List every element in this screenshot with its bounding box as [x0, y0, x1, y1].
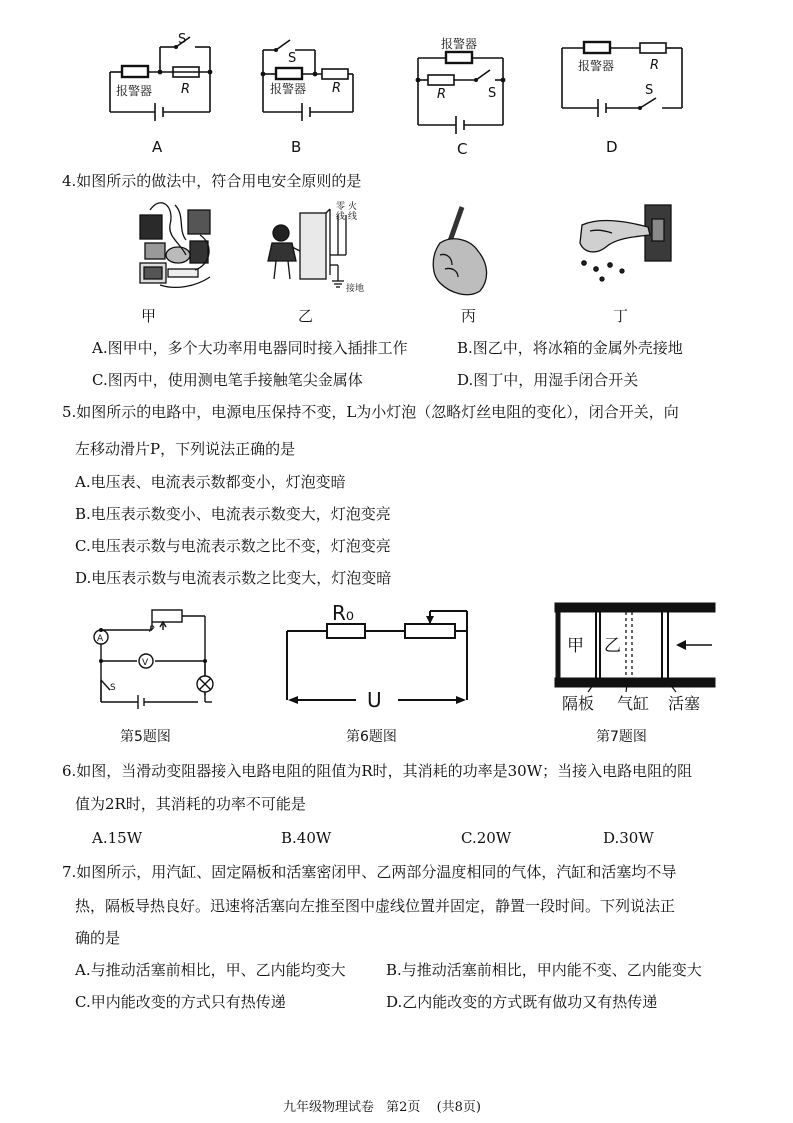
fridge-fire-line-label: 火 — [348, 202, 358, 212]
resistor-label-c: R — [437, 87, 447, 102]
switch-label-c: S — [488, 86, 497, 101]
switch-label-b: S — [288, 51, 297, 66]
q4-stem: 4.如图所示的做法中，符合用电安全原则的是 — [62, 172, 362, 190]
fridge-ground-label: 接地 — [346, 284, 365, 294]
q6-stem-line1: 6.如图，当滑动变阻器接入电路电阻的阻值为R时，其消耗的功率是30W；当接入电路电阻的阻 — [62, 762, 693, 780]
option-letter-b: B — [291, 138, 302, 156]
wet-hand-switch-picture — [580, 205, 671, 281]
partition-label: 隔板 — [562, 694, 595, 713]
switch-label-d: S — [645, 83, 654, 98]
alarm-label-d: 报警器 — [578, 59, 615, 73]
q7-option-c: C.甲内能改变的方式只有热传递 — [75, 993, 286, 1011]
fig7-caption: 第7题图 — [596, 729, 647, 745]
footer-page-number: 第2页 — [386, 1100, 421, 1115]
q5-q7-figures — [0, 600, 793, 750]
ammeter-label: A — [97, 634, 104, 644]
voltmeter-label: V — [142, 658, 149, 668]
piston-label: 活塞 — [668, 694, 701, 713]
footer-total-pages: (共8页) — [436, 1100, 481, 1115]
fridge-zero-line-label: 零 — [336, 202, 346, 212]
q5-option-c: C.电压表示数与电流表示数之比不变，灯泡变亮 — [75, 537, 391, 555]
q5-option-a: A.电压表、电流表示数都变小，灯泡变暗 — [75, 473, 346, 491]
q6-stem-line2: 值为2R时，其消耗的功率不可能是 — [75, 795, 306, 813]
q6-option-a: A.15W — [92, 829, 143, 847]
fig5-caption: 第5题图 — [120, 729, 171, 745]
q7-option-a: A.与推动活塞前相比，甲、乙内能均变大 — [75, 961, 346, 979]
switch-label: S — [110, 683, 116, 693]
q5-circuit-figure — [101, 610, 212, 709]
option-letter-a: A — [152, 138, 163, 156]
alarm-label-b: 报警器 — [270, 82, 307, 96]
page-footer — [283, 1096, 481, 1115]
q5-option-d: D.电压表示数与电流表示数之比变大，灯泡变暗 — [75, 569, 392, 587]
test-pen-hand-picture — [433, 207, 486, 295]
fig-label-yi: 乙 — [298, 307, 314, 325]
q5-option-b: B.电压表示数变小、电流表示数变大，灯泡变亮 — [75, 505, 391, 523]
q4-option-b: B.图乙中，将冰箱的金属外壳接地 — [457, 339, 683, 357]
circuit-d — [562, 42, 682, 117]
fridge-line-label: 线 — [336, 212, 346, 222]
alarm-label-c: 报警器 — [441, 37, 478, 51]
fridge-grounded-picture — [268, 209, 346, 287]
q7-stem-line1: 7.如图所示，用汽缸、固定隔板和活塞密闭甲、乙两部分温度相同的气体，汽缸和活塞均不导 — [62, 863, 677, 881]
q4-figures — [0, 195, 793, 330]
circuit-a — [110, 37, 210, 121]
alarm-label-a: 报警器 — [116, 84, 153, 98]
q7-stem-line2: 热，隔板导热良好。迅速将活塞向左推至图中虚线位置并固定，静置一段时间。下列说法正 — [75, 897, 676, 915]
q6-option-d: D.30W — [603, 829, 654, 847]
option-letter-c: C — [457, 140, 468, 158]
option-letter-d: D — [606, 138, 618, 156]
slider-label: P — [149, 625, 155, 635]
resistor-label-b: R — [332, 81, 342, 96]
fig6-caption: 第6题图 — [346, 729, 397, 745]
switch-label-a: S — [178, 32, 187, 47]
q4-option-a: A.图甲中，多个大功率用电器同时接入插排工作 — [92, 339, 408, 357]
q5-stem-line1: 5.如图所示的电路中，电源电压保持不变，L为小灯泡（忽略灯丝电阻的变化），闭合开关，向 — [62, 403, 679, 421]
voltage-u-label: U — [367, 688, 382, 712]
q5-stem-line2: 左移动滑片P，下列说法正确的是 — [75, 440, 296, 458]
fig-label-ding: 丁 — [613, 307, 629, 325]
q7-stem-line3: 确的是 — [75, 929, 121, 947]
resistor-label-d: R — [650, 58, 660, 73]
q6-circuit-figure — [287, 611, 467, 700]
resistor-label-a: R — [181, 82, 191, 97]
q6-option-b: B.40W — [281, 829, 332, 847]
q4-option-c: C.图丙中，使用测电笔手接触笔尖金属体 — [92, 371, 363, 389]
fig-label-jia: 甲 — [141, 307, 157, 325]
q7-option-b: B.与推动活塞前相比，甲内能不变、乙内能变大 — [386, 961, 702, 979]
gas-jia-label: 甲 — [567, 636, 584, 656]
footer-title: 九年级物理试卷 — [283, 1100, 375, 1115]
fridge-line-label-2: 线 — [348, 212, 358, 222]
power-strip-overload-picture — [140, 203, 210, 288]
gas-yi-label: 乙 — [604, 636, 621, 656]
q7-option-d: D.乙内能改变的方式既有做功又有热传递 — [386, 993, 658, 1011]
q4-option-d: D.图丁中，用湿手闭合开关 — [457, 371, 639, 389]
resistor-r0-label: R₀ — [332, 601, 354, 625]
fig-label-bing: 丙 — [461, 307, 477, 325]
q3-circuits-figure — [0, 0, 793, 170]
q6-option-c: C.20W — [461, 829, 512, 847]
cylinder-label: 气缸 — [617, 694, 650, 713]
